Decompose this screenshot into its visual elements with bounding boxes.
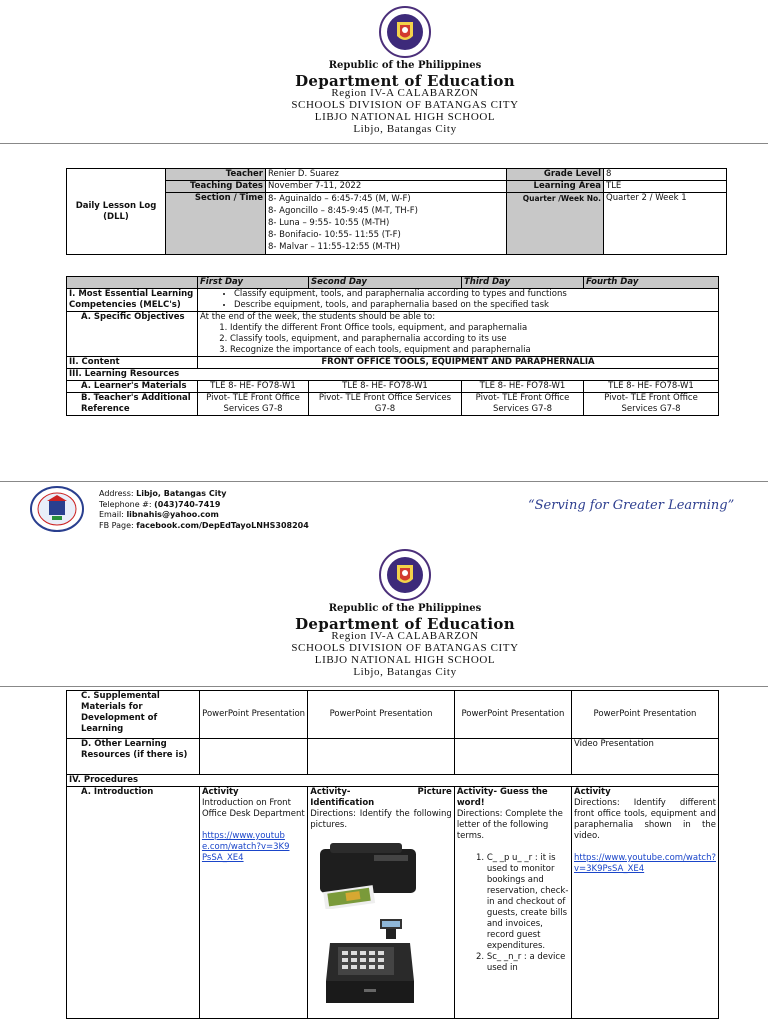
day3-title: Activity- Guess the word! [456,787,548,808]
other-resources-label: D. Other Learning Resources (if there is) [67,739,200,775]
department-label: Department of Education [295,72,515,90]
melc-label: I. Most Essential Learning Competencies (MELC's) [67,289,198,312]
materials-cell: TLE 8- HE- FO78-W1 [309,381,462,393]
day3-item-text: device used in [486,952,566,973]
melc-item: • Describe equipment, tools, and paraphernalia based on the specified task [234,300,716,311]
header-divider [0,686,768,687]
day3-cell [454,787,571,1019]
deped-seal [379,6,431,62]
section-label: Section / Time [166,193,266,255]
school-label: LIBJO NATIONAL HIGH SCHOOL [314,654,496,666]
grade-value: 8 [604,169,727,181]
materials-cell: TLE 8- HE- FO78-W1 [198,381,309,393]
other-resources-day4: Video Presentation [572,739,719,775]
area-label: Learning Area [507,181,604,193]
reference-cell: Pivot- TLE Front Office Services G7-8 [309,393,462,416]
quarter-value: Quarter 2 / Week 1 [604,193,727,255]
email-label: Email: [99,510,127,519]
fb-value[interactable]: facebook.com/DepEdTayoLNHS308204 [136,520,309,530]
school-logo [30,486,84,536]
division-label: SCHOOLS DIVISION OF BATANGAS CITY [291,642,519,654]
content-value: FRONT OFFICE TOOLS, EQUIPMENT AND PARAPHERNALIA [198,357,719,369]
day1-cell [199,787,307,1019]
lesson-plan-table [66,276,719,416]
day1-title: Activity [201,787,239,797]
phone-label: Telephone #: [99,499,155,509]
day2-text: Directions: Identify the following pictures. [310,809,452,830]
dll-title: Daily Lesson Log (DLL) [67,169,166,255]
dll-info-table [66,168,727,255]
day-header: First Day [198,277,309,289]
day1-text: Introduction on Front Office Desk Department [201,798,305,819]
phone-value: (043)740-7419 [154,499,221,509]
day4-video-link[interactable]: https://www.youtube.com/watch?v=3K9PsSA_XE4 [574,853,716,874]
day-header: Second Day [309,277,462,289]
day3-item [487,952,569,974]
section-item: 8- Agoncillo – 8:45-9:45 (M-T, TH-F) [268,206,418,216]
section-item: 8- Bonifacio- 10:55- 11:55 (T-F) [268,230,401,240]
republic-label: Republic of the Philippines [328,60,482,71]
procedures-table [66,690,719,1019]
supplemental-cell: PowerPoint Presentation [308,691,455,739]
address-value: Libjo, Batangas City [136,489,227,498]
melc-item: • Classify equipment, tools, and paraphernalia according to types and functions [234,289,716,300]
introduction-label: A. Introduction [67,787,200,1019]
objective-item: 2. Classify tools, equipment, and paraphernalia according to its use [230,334,716,345]
location-label: Libjo, Batangas City [353,666,457,678]
email-value[interactable]: libnahis@yahoo.com [126,510,219,519]
section-item: 8- Luna – 9:55- 10:55 (M-TH) [268,218,390,228]
reference-label: B. Teacher's Additional Reference [67,393,198,416]
location-label: Libjo, Batangas City [353,123,457,135]
reference-cell: Pivot- TLE Front Office Services G7-8 [584,393,719,416]
division-label: SCHOOLS DIVISION OF BATANGAS CITY [291,99,519,111]
day4-text: Directions: Identify different front office tools, equipment and paraphernalia shown in the video. [574,798,716,841]
teacher-value: Renier D. Suarez [266,169,507,181]
procedures-label: IV. Procedures [67,775,719,787]
printer-image [316,839,452,913]
resources-label: III. Learning Resources [67,369,719,381]
section-item: 8- Aguinaldo – 6:45-7:45 (M, W-F) [268,194,411,204]
section-item: 8- Malvar – 11:55-12:55 (M-TH) [268,242,401,252]
quarter-label: Quarter /Week No. [507,193,604,255]
area-value: TLE [604,181,727,193]
materials-cell: TLE 8- HE- FO78-W1 [462,381,584,393]
supplemental-cell: PowerPoint Presentation [199,691,307,739]
day3-text: Directions: Complete the letter of the following terms. [456,809,563,841]
day-header: Fourth Day [584,277,719,289]
fb-label: FB Page: [99,520,137,530]
footer-divider [0,481,768,482]
objective-item: 1. Identify the different Front Office tools, equipment, and paraphernalia [230,323,716,334]
region-label: Region IV-A CALABARZON [331,630,479,642]
day4-cell [572,787,719,1019]
reference-cell: Pivot- TLE Front Office Services G7-8 [462,393,584,416]
address-label: Address: [99,489,137,498]
day3-item-word: Sc_ _n_r : a [486,952,535,962]
footer-contact [99,489,309,531]
supplemental-cell: PowerPoint Presentation [572,691,719,739]
grade-label: Grade Level [507,169,604,181]
day3-item-text: is used to monitor bookings and reservation, check-in and checkout of guests, create bills and invoices, record guest expenditures. [486,853,569,951]
content-label: II. Content [67,357,198,369]
header-divider [0,143,768,144]
materials-cell: TLE 8- HE- FO78-W1 [584,381,719,393]
deped-seal [379,549,431,605]
reference-cell: Pivot- TLE Front Office Services G7-8 [198,393,309,416]
day3-item-word: C_ _p u_ _r : it [486,853,547,863]
day2-cell [308,787,455,1019]
day-header: Third Day [462,277,584,289]
school-label: LIBJO NATIONAL HIGH SCHOOL [314,111,496,123]
republic-label: Republic of the Philippines [328,603,482,614]
dates-label: Teaching Dates [166,181,266,193]
day2-title: Activity- Picture Identification [310,787,452,808]
supplemental-label: C. Supplemental Materials for Development of Learning [67,691,200,739]
materials-label: A. Learner's Materials [67,381,198,393]
objectives-label: A. Specific Objectives [67,312,198,357]
department-label: Department of Education [295,615,515,633]
cash-register-image [324,917,452,1009]
region-label: Region IV-A CALABARZON [331,87,479,99]
school-motto: “Serving for Greater Learning” [528,498,735,513]
day1-video-link[interactable]: https://www.youtube.com/watch?v=3K9PsSA_XE4 [201,831,290,863]
day4-title: Activity [574,787,611,797]
section-list [266,193,507,255]
melc-cell [198,289,719,312]
teacher-label: Teacher [166,169,266,181]
dates-value: November 7-11, 2022 [266,181,507,193]
objectives-cell [198,312,719,357]
day3-item [487,853,569,952]
supplemental-cell: PowerPoint Presentation [454,691,571,739]
objectives-intro: At the end of the week, the students should be able to: [200,312,436,322]
objective-item: 3. Recognize the importance of each tools, equipment and paraphernalia [230,345,716,356]
